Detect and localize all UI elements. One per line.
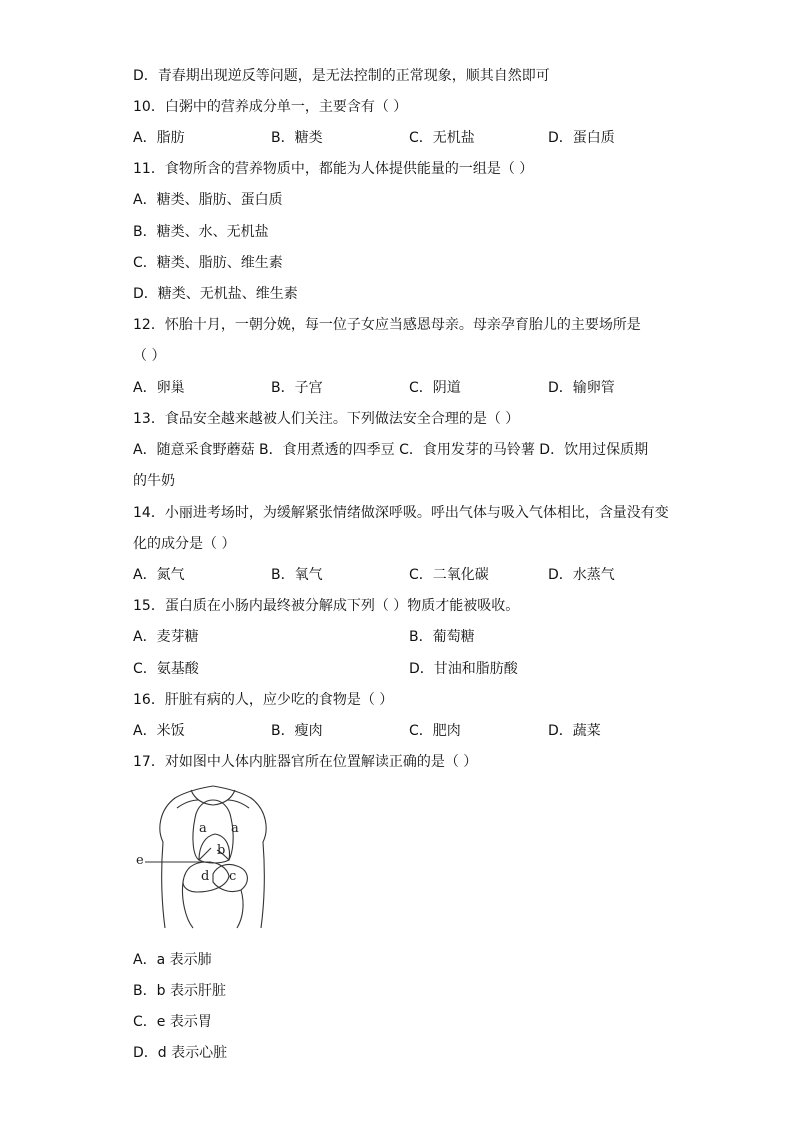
q15-stem: 15．蛋白质在小肠内最终被分解成下列（ ）物质才能被吸收。 bbox=[133, 598, 520, 614]
q15-option-b: B．葡萄糖 bbox=[409, 629, 475, 645]
q10-option-b: B．糖类 bbox=[271, 130, 323, 146]
torso-outline-left bbox=[160, 786, 213, 928]
neck-line bbox=[191, 790, 235, 805]
q12-stem-line2: （ ） bbox=[133, 348, 166, 364]
label-e: e bbox=[136, 853, 144, 868]
q15-option-c: C．氨基酸 bbox=[133, 661, 199, 677]
q14-stem-line2: 化的成分是（ ） bbox=[133, 536, 236, 552]
q16-stem: 16．肝脏有病的人，应少吃的食物是（ ） bbox=[133, 692, 394, 708]
q16-option-a: A．米饭 bbox=[133, 723, 185, 739]
shoulder-left bbox=[177, 800, 199, 808]
torso-organs-diagram bbox=[133, 778, 293, 934]
label-d: d bbox=[201, 869, 210, 884]
q10-option-c: C．无机盐 bbox=[409, 130, 475, 146]
abdomen-line bbox=[182, 882, 193, 928]
q10-option-d: D．蛋白质 bbox=[548, 130, 615, 146]
q14-option-b: B．氧气 bbox=[271, 567, 323, 583]
q12-option-b: B．子宫 bbox=[271, 380, 323, 396]
shoulder-right bbox=[227, 800, 249, 808]
q12-option-a: A．卵巢 bbox=[133, 380, 185, 396]
q16-option-b: B．瘦肉 bbox=[271, 723, 323, 739]
q14-option-c: C．二氧化碳 bbox=[409, 567, 489, 583]
q17-option-a: A．a 表示肺 bbox=[133, 952, 212, 968]
q14-stem-line1: 14．小丽进考场时，为缓解紧张情绪做深呼吸。呼出气体与吸入气体相比，含量没有变 bbox=[133, 505, 669, 521]
q13-stem: 13．食品安全越来越被人们关注。下列做法安全合理的是（ ） bbox=[133, 411, 520, 427]
q11-option-c: C．糖类、脂肪、维生素 bbox=[133, 255, 283, 271]
q17-option-c: C．e 表示胃 bbox=[133, 1014, 212, 1030]
q16-option-d: D．蔬菜 bbox=[548, 723, 601, 739]
q13-options-line2: 的牛奶 bbox=[133, 473, 175, 489]
q11-stem: 11．食物所含的营养物质中，都能为人体提供能量的一组是（ ） bbox=[133, 161, 534, 177]
q15-option-d: D．甘油和脂肪酸 bbox=[409, 661, 518, 677]
q9-option-d: D．青春期出现逆反等问题，是无法控制的正常现象，顺其自然即可 bbox=[133, 68, 550, 84]
label-c: c bbox=[229, 869, 237, 884]
q17-stem: 17．对如图中人体内脏器官所在位置解读正确的是（ ） bbox=[133, 754, 478, 770]
q11-option-b: B．糖类、水、无机盐 bbox=[133, 224, 269, 240]
q15-option-a: A．麦芽糖 bbox=[133, 629, 199, 645]
label-b: b bbox=[217, 843, 226, 858]
q12-option-c: C．阴道 bbox=[409, 380, 461, 396]
q14-option-d: D．水蒸气 bbox=[548, 567, 615, 583]
label-a-left: a bbox=[199, 821, 207, 836]
q11-option-a: A．糖类、脂肪、蛋白质 bbox=[133, 192, 283, 208]
q14-option-a: A．氮气 bbox=[133, 567, 185, 583]
q10-option-a: A．脂肪 bbox=[133, 130, 185, 146]
q17-option-b: B．b 表示肝脏 bbox=[133, 983, 226, 999]
q13-options-line1: A．随意采食野蘑菇 B．食用煮透的四季豆 C．食用发芽的马铃薯 D．饮用过保质期 bbox=[133, 442, 649, 458]
abdomen-line-2 bbox=[237, 890, 243, 928]
q12-option-d: D．输卵管 bbox=[548, 380, 615, 396]
q10-stem: 10．白粥中的营养成分单一，主要含有（ ） bbox=[133, 99, 408, 115]
q16-option-c: C．肥肉 bbox=[409, 723, 461, 739]
q11-option-d: D．糖类、无机盐、维生素 bbox=[133, 286, 298, 302]
label-a-right: a bbox=[231, 821, 239, 836]
q12-stem-line1: 12．怀胎十月，一朝分娩，每一位子女应当感恩母亲。母亲孕育胎儿的主要场所是 bbox=[133, 317, 641, 333]
q17-option-d: D．d 表示心脏 bbox=[133, 1045, 228, 1061]
torso-organs-svg bbox=[133, 778, 293, 934]
